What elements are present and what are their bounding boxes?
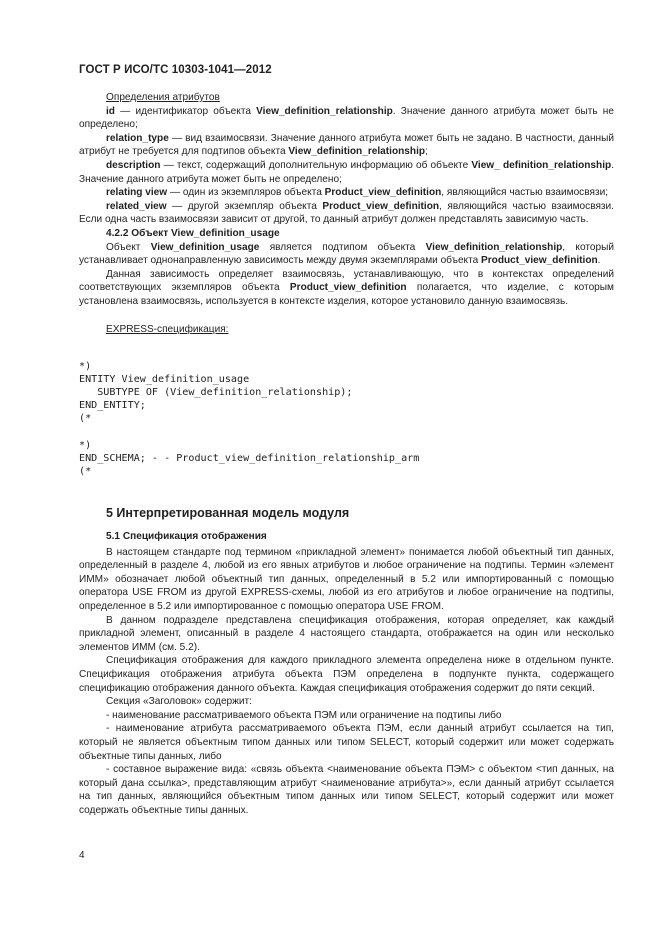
list-item-3: - составное выражение вида: «связь объекта <наименование объекта ПЭМ> с объектом <тип данных, на который дана ссылка>, представляющим атрибут <наименование атрибута>», если данный атрибут ссылается на тип данных, являющийся объектным типом данных или типом SELECT, который содержит или может содержать объектные типы данных. (79, 764, 614, 816)
section-4-2-2-para-1: Объект View_definition_usage является подтипом объекта View_definition_relationship, который устанавливает однонаправленную зависимость между двумя экземплярами объекта Product_view_definition. (79, 241, 614, 267)
section-4-2-2-para-2: Данная зависимость определяет взаимосвязь, устанавливающую, что в контекстах определений соответствующих экземпляров объекта Product_view_definition полагается, что изделие, с которым установлена взаимосвязь, используется в контексте изделия, которое установило данную взаимосвязь. (79, 268, 614, 307)
section-5-1-para-4: Секция «Заголовок» содержит: (106, 696, 252, 708)
section-5-heading: 5 Интерпретированная модель модуля (106, 506, 350, 521)
list-item-1: - наименование рассматриваемого объекта ПЭМ или ограничение на подтипы либо (106, 709, 502, 721)
attr-relating-view: relating view — один из экземпляров объекта Product_view_definition, являющийся частью взаимосвязи; (106, 187, 609, 199)
attribute-definitions-heading: Определения атрибутов (106, 92, 220, 103)
attr-related-view: related_view — другой экземпляр объекта Product_view_definition, являющийся частью взаимосвязи. Если одна часть взаимосвязи зависит от другой, то данный атрибут должен представлять зависимую часть. (79, 200, 614, 226)
section-4-2-2-heading: 4.2.2 Объект View_definition_usage (106, 227, 280, 239)
express-spec-label: EXPRESS-спецификация: (106, 323, 229, 335)
section-5-1-heading: 5.1 Спецификация отображения (106, 531, 267, 543)
express-code-entity: *) ENTITY View_definition_usage SUBTYPE OF (View_definition_relationship); END_ENTITY; (* (79, 361, 353, 425)
section-5-1-para-2: В данном подразделе представлена спецификация отображения, которая определяет, как каждый прикладной элемент, описанный в разделе 4 настоящего стандарта, отображается на один или несколько элементов ИММ (см. 5.2). (79, 614, 614, 653)
page-number: 4 (79, 850, 85, 861)
section-5-1-para-3: Спецификация отображения для каждого прикладного элемента определена ниже в отдельном пункте. Спецификация отображения атрибута объекта ПЭМ определена в подпункте пункта, содержащего спецификацию отображения данного объекта. Каждая спецификация отображения содержит до пяти секций. (79, 655, 614, 694)
list-item-2: - наименование атрибута рассматриваемого объекта ПЭМ, если данный атрибут ссылается на тип, который не является объектным типом данных или типом SELECT, который содержит или может содержать объектные типы данных, либо (79, 723, 614, 762)
document-body (79, 91, 614, 818)
attr-description: description — текст, содержащий дополнительную информацию об объекте View_ definition_relationship. Значение данного атрибута может быть не определено; (79, 159, 614, 185)
page-header: ГОСТ Р ИСО/ТС 10303-1041—2012 (79, 64, 272, 76)
attr-relation-type: relation_type — вид взаимосвязи. Значение данного атрибута может быть не задано. В частности, данный атрибут не требуется для подтипов объекта View_definition_relationship; (79, 132, 614, 158)
section-5-1-para-1: В настоящем стандарте под термином «прикладной элемент» понимается любой объектный тип данных, определенный в разделе 4, любой из его явных атрибутов и любое ограничение на подтипы. Термин «элемент ИММ» обозначает любой объектный тип данных, определенный в 5.2 или импортированный с помощью оператора USE FROM из другой EXPRESS-схемы, любой из его атрибутов и любое ограничение на подтипы, определенное в 5.2 или импортированное с помощью оператора USE FROM. (79, 546, 614, 613)
attr-id: id — идентификатор объекта View_definition_relationship. Значение данного атрибута может быть не определено; (79, 105, 614, 131)
express-code-end-schema: *) END_SCHEMA; - - Product_view_definition_relationship_arm (* (79, 440, 420, 478)
